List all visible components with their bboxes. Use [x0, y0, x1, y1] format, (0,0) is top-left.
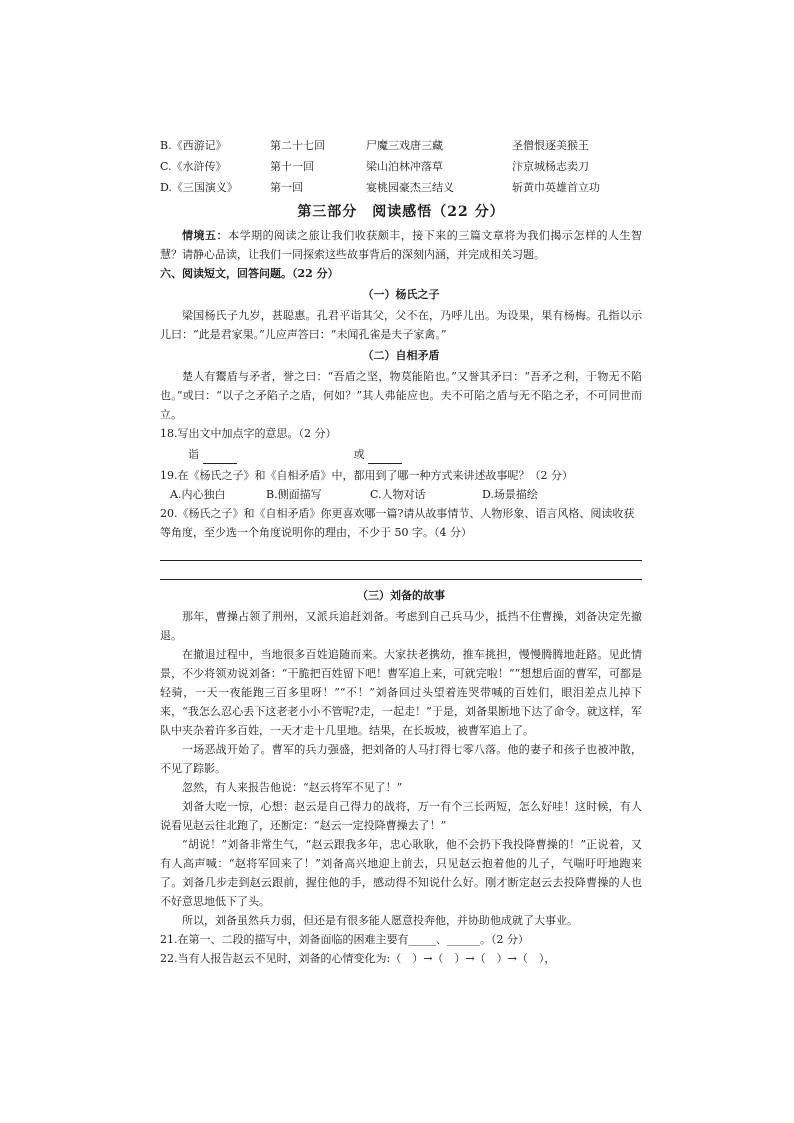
- option-d-chapter: 第一回: [270, 181, 303, 194]
- q19-choice-b[interactable]: B.侧面描写: [266, 488, 322, 501]
- story3-paragraph-7: 所以，刘备虽然兵力弱，但还是有很多能人愿意投奔他，并协助他成就了大事业。: [182, 914, 578, 927]
- option-d-title2: 斩黄巾英雄首立功: [512, 181, 600, 194]
- option-d-book: D.《三国演义》: [160, 181, 238, 194]
- q19-choice-a[interactable]: A.内心独白: [170, 488, 226, 501]
- option-c-chapter: 第十一回: [270, 160, 314, 173]
- story2-paragraph: 楚人有鬻盾与矛者，誉之曰：“吾盾之坚，物莫能陷也。”又誉其矛曰：“吾矛之利，于物无不陷也。”或曰：“以子之矛陷子之盾，何如？”其人弗能应也。夫不可陷之盾与无不陷之矛，不可同世而立。: [160, 370, 642, 421]
- option-b-title2: 圣僧恨逐美猴王: [512, 139, 589, 152]
- scenario-text: 本学期的阅读之旅让我们收获颇丰，接下来的三篇文章将为我们揭示怎样的人生智慧？请静心品读，让我们一同探索这些故事背后的深刻内涵，并完成相关习题。: [160, 229, 643, 261]
- question-21: 21.在第一、二段的描写中，刘备面临的困难主要有_____、______。（2 分）: [160, 933, 529, 946]
- section-heading: 六、阅读短文，回答问题。（22 分）: [160, 267, 339, 280]
- story3-paragraph-4: 忽然，有人来报告他说：“赵云将军不见了！”: [182, 781, 403, 794]
- story3-title: （三）刘备的故事: [357, 589, 445, 602]
- exam-page: [160, 136, 642, 968]
- story3-paragraph-3: 一场恶战开始了。曹军的兵力强盛，把刘备的人马打得七零八落。他的妻子和孩子也被冲散，不见了踪影。: [160, 743, 642, 775]
- story1-paragraph: 梁国杨氏子九岁，甚聪惠。孔君平诣其父，父不在，乃呼儿出。为设果，果有杨梅。孔指以示儿曰：“此是君家果。”儿应声答曰：“未闻孔雀是夫子家禽。”: [160, 309, 642, 341]
- option-b-chapter: 第二十七回: [270, 139, 325, 152]
- question-18: 18.写出文中加点字的意思。（2 分）: [160, 427, 337, 440]
- option-d-title1: 宴桃园豪杰三结义: [366, 181, 454, 194]
- options-table: [160, 136, 642, 197]
- q18-word-b: 或: [353, 448, 365, 461]
- q18-answer-b[interactable]: [368, 451, 402, 464]
- scenario-paragraph: [160, 226, 642, 264]
- q18-word-a: 诣: [188, 448, 199, 461]
- q20-answer-line-1[interactable]: [160, 542, 642, 561]
- q20-answer-line-2[interactable]: [160, 561, 642, 580]
- scenario-label: 情境五：: [182, 229, 229, 242]
- story3-paragraph-1: 那年，曹操占领了荆州，又派兵追赶刘备。考虑到自己兵马少，抵挡不住曹操，刘备决定先撤退。: [160, 610, 642, 642]
- q18-answer-a[interactable]: [203, 451, 237, 464]
- option-b-title1: 尸魔三戏唐三藏: [366, 139, 443, 152]
- part-title: 第三部分 阅读感悟（22 分）: [297, 204, 505, 220]
- question-19-choices: [170, 485, 642, 504]
- question-22: 22.当有人报告赵云不见时，刘备的心情变化为:（ ）→（ ）→（ ）→（ ），: [160, 952, 556, 965]
- option-c-book: C.《水浒传》: [160, 160, 227, 173]
- story1-title: （一）杨氏之子: [362, 288, 440, 301]
- story3-paragraph-5: 刘备大吃一惊，心想：赵云是自己得力的战将，万一有个三长两短，怎么好哇！这时候，有人说看见赵云往北跑了，还断定：“赵云一定投降曹操去了！”: [160, 800, 642, 832]
- q19-choice-d[interactable]: D.场景描绘: [482, 488, 538, 501]
- question-19: 19.在《杨氏之子》和《自相矛盾》中，都用到了哪一种方式来讲述故事呢？（2 分）: [160, 469, 573, 482]
- question-18-blanks: [188, 445, 642, 464]
- story3-paragraph-2: 在撤退过程中，当地很多百姓追随而来。大家扶老携幼，推车挑担，慢慢腾腾地赶路。见此情景，不少将领劝说刘备：“干脆把百姓留下吧！曹军追上来，可就完啦！”“想想后面的曹军，可都是轻骑，一天一夜能跑三百多里呀！”“不！”刘备回过头望着连哭带喊的百姓们，眼泪差点儿掉下来，“我怎么忍心丢下这老老小小不管呢?走，一起走！”于是，刘备果断地下达了命令。就这样，军队中夹杂着许多百姓，一天才走十几里地。结果，在长坂坡，被曹军追上了。: [160, 648, 642, 737]
- option-c-title2: 汴京城杨志卖刀: [512, 160, 589, 173]
- story2-title: （二）自相矛盾: [362, 349, 440, 362]
- option-c-title1: 梁山泊林冲落草: [366, 160, 443, 173]
- q19-choice-c[interactable]: C.人物对话: [370, 488, 426, 501]
- question-20: 20.《杨氏之子》和《自相矛盾》你更喜欢哪一篇?请从故事情节、人物形象、语言风格、阅读收获等角度，至少选一个角度说明你的理由，不少于 50 字。（4 分）: [160, 507, 635, 539]
- option-b-book: B.《西游记》: [160, 139, 227, 152]
- story3-paragraph-6: “胡说！”刘备非常生气，“赵云跟我多年，忠心耿耿，他不会扔下我投降曹操的！”正说着，又有人高声喊：“赵将军回来了！”刘备高兴地迎上前去，只见赵云抱着他的儿子，气喘吁吁地跑来了。刘备几步走到赵云跟前，握住他的手，感动得不知说什么好。刚才断定赵云去投降曹操的人也不好意思地低下了头。: [160, 838, 642, 908]
